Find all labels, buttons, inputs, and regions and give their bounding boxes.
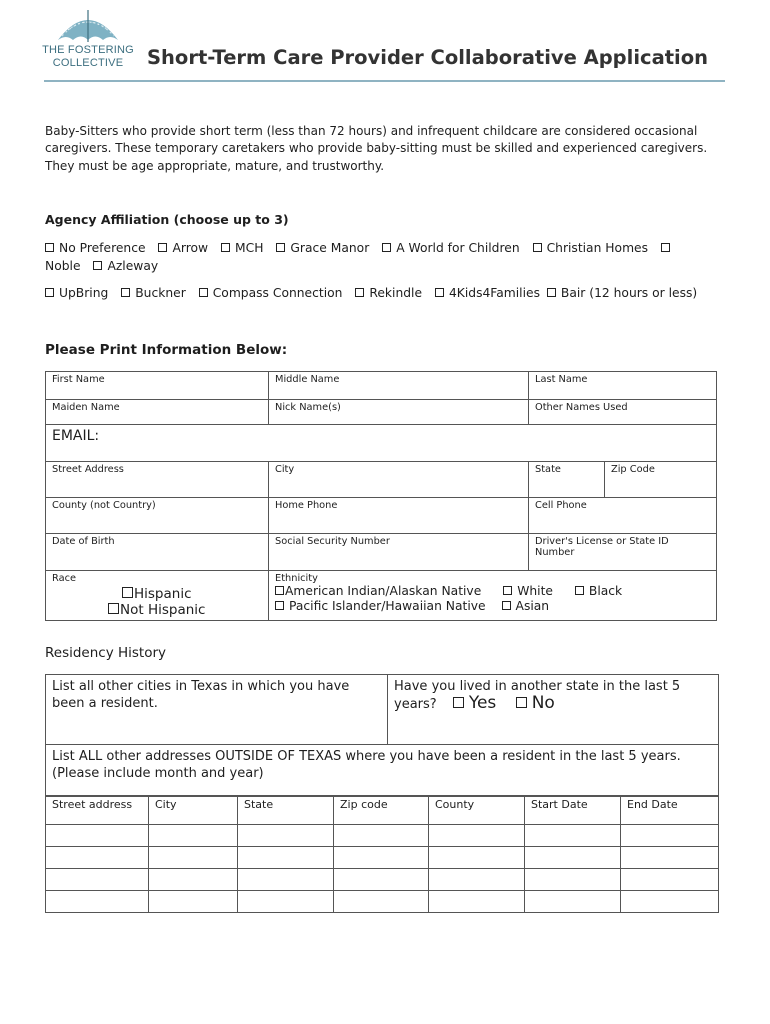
table-cell[interactable] [621, 891, 719, 913]
checkbox-icon[interactable] [221, 243, 230, 252]
checkbox-icon[interactable] [276, 243, 285, 252]
ethnicity-option[interactable]: White [503, 584, 553, 598]
agency-option[interactable]: Grace Manor [276, 241, 369, 255]
table-cell[interactable] [525, 869, 621, 891]
texas-cities-field[interactable]: List all other cities in Texas in which you have been a resident. [46, 675, 388, 745]
zip-code-field[interactable]: Zip Code [605, 462, 717, 498]
street-address-field[interactable]: Street Address [46, 462, 269, 498]
race-field: Race Hispanic Not Hispanic [46, 571, 269, 621]
agency-option[interactable]: Bair (12 hours or less) [547, 286, 697, 300]
address-history-table [45, 795, 719, 913]
checkbox-icon[interactable] [435, 288, 444, 297]
checkbox-icon[interactable] [108, 603, 119, 614]
state-field[interactable]: State [529, 462, 605, 498]
table-cell[interactable] [525, 847, 621, 869]
no-option[interactable]: No [516, 693, 555, 713]
column-header: City [149, 796, 238, 825]
checkbox-icon[interactable] [533, 243, 542, 252]
ethnicity-option[interactable]: Pacific Islander/Hawaiian Native [275, 599, 486, 613]
checkbox-icon[interactable] [547, 288, 556, 297]
checkbox-icon[interactable] [122, 587, 133, 598]
county-field[interactable]: County (not Country) [46, 498, 269, 534]
info-heading: Please Print Information Below: [45, 342, 288, 358]
table-cell[interactable] [429, 825, 525, 847]
table-cell[interactable] [46, 847, 149, 869]
maiden-name-field[interactable]: Maiden Name [46, 400, 269, 425]
title-divider [44, 80, 725, 82]
table-cell[interactable] [429, 891, 525, 913]
checkbox-icon[interactable] [382, 243, 391, 252]
agency-option[interactable]: A World for Children [382, 241, 519, 255]
agency-option[interactable]: UpBring [45, 286, 108, 300]
date-of-birth-field[interactable]: Date of Birth [46, 534, 269, 571]
column-header: Street address [46, 796, 149, 825]
table-cell[interactable] [621, 825, 719, 847]
logo-text-line2: COLLECTIVE [52, 57, 124, 69]
checkbox-icon[interactable] [199, 288, 208, 297]
agency-option[interactable]: Compass Connection [199, 286, 343, 300]
license-field[interactable]: Driver's License or State ID Number [529, 534, 717, 571]
table-cell[interactable] [334, 891, 429, 913]
middle-name-field[interactable]: Middle Name [269, 372, 529, 400]
agency-option[interactable]: Rekindle [355, 286, 422, 300]
agency-option[interactable]: Azleway [93, 259, 158, 273]
table-cell[interactable] [429, 869, 525, 891]
checkbox-icon[interactable] [45, 288, 54, 297]
checkbox-icon[interactable] [275, 586, 284, 595]
table-cell[interactable] [149, 891, 238, 913]
table-cell[interactable] [46, 891, 149, 913]
other-state-question: Have you lived in another state in the last 5 years? Yes No [388, 675, 719, 745]
city-field[interactable]: City [269, 462, 529, 498]
column-header: Zip code [334, 796, 429, 825]
table-cell[interactable] [334, 869, 429, 891]
table-row [46, 891, 719, 913]
agency-option[interactable]: MCH [221, 241, 263, 255]
residency-heading: Residency History [45, 645, 167, 661]
table-cell[interactable] [238, 869, 334, 891]
table-cell[interactable] [46, 825, 149, 847]
ethnicity-field: Ethnicity American Indian/Alaskan Native White Black Pacific Islander/Hawaiian Native Asian [269, 571, 717, 621]
checkbox-icon[interactable] [502, 601, 511, 610]
fostering-collective-logo [40, 6, 136, 74]
table-cell[interactable] [334, 847, 429, 869]
table-row [46, 847, 719, 869]
email-field[interactable]: EMAIL: [46, 425, 717, 462]
checkbox-icon[interactable] [121, 288, 130, 297]
cell-phone-field[interactable]: Cell Phone [529, 498, 717, 534]
ethnicity-option[interactable]: Asian [502, 599, 550, 613]
column-header: Start Date [525, 796, 621, 825]
checkbox-icon[interactable] [661, 243, 670, 252]
race-option[interactable]: Hispanic [108, 586, 262, 602]
ssn-field[interactable]: Social Security Number [269, 534, 529, 571]
table-cell[interactable] [149, 847, 238, 869]
agency-option[interactable]: Arrow [158, 241, 208, 255]
ethnicity-option[interactable]: Black [575, 584, 622, 598]
column-header: State [238, 796, 334, 825]
table-cell[interactable] [621, 869, 719, 891]
home-phone-field[interactable]: Home Phone [269, 498, 529, 534]
table-cell[interactable] [238, 891, 334, 913]
logo-text-line1: THE FOSTERING [42, 44, 134, 56]
other-names-field[interactable]: Other Names Used [529, 400, 717, 425]
checkbox-icon[interactable] [355, 288, 364, 297]
table-cell[interactable] [46, 869, 149, 891]
table-row [46, 825, 719, 847]
table-cell[interactable] [334, 825, 429, 847]
table-cell[interactable] [525, 825, 621, 847]
race-option[interactable]: Not Hispanic [108, 602, 262, 618]
table-row [46, 869, 719, 891]
checkbox-icon[interactable] [45, 243, 54, 252]
intro-paragraph: Baby-Sitters who provide short term (less than 72 hours) and infrequent childcare are considered occasional caregivers. These temporary caretakers who provide baby-sitting must be skilled and experienced caregivers. They must be age appropriate, mature, and trustworthy. [45, 124, 708, 173]
checkbox-icon[interactable] [503, 586, 512, 595]
outside-texas-instructions: List ALL other addresses OUTSIDE OF TEXAS where you have been a resident in the last 5 years. (Please include month and year) [46, 745, 719, 797]
agency-option[interactable]: Noble [45, 258, 81, 273]
agency-heading: Agency Affiliation (choose up to 3) [45, 212, 289, 227]
checkbox-icon[interactable] [453, 697, 464, 708]
checkbox-icon[interactable] [275, 601, 284, 610]
table-cell[interactable] [149, 825, 238, 847]
ethnicity-option[interactable]: American Indian/Alaskan Native [275, 584, 481, 598]
agency-option[interactable]: Christian Homes [533, 241, 648, 255]
checkbox-icon[interactable] [575, 586, 584, 595]
checkbox-icon[interactable] [516, 697, 527, 708]
column-header: End Date [621, 796, 719, 825]
agency-option[interactable]: Buckner [121, 286, 186, 300]
table-cell[interactable] [238, 825, 334, 847]
checkbox-icon[interactable] [158, 243, 167, 252]
table-cell[interactable] [525, 891, 621, 913]
last-name-field[interactable]: Last Name [529, 372, 717, 400]
checkbox-icon[interactable] [93, 261, 102, 270]
agency-options-row1 [45, 240, 725, 275]
table-cell[interactable] [238, 847, 334, 869]
personal-info-table [45, 371, 717, 621]
residency-table [45, 674, 719, 797]
table-cell[interactable] [149, 869, 238, 891]
agency-options-row2 [45, 285, 725, 303]
yes-option[interactable]: Yes [453, 693, 496, 713]
nick-names-field[interactable]: Nick Name(s) [269, 400, 529, 425]
table-cell[interactable] [429, 847, 525, 869]
table-cell[interactable] [621, 847, 719, 869]
umbrella-logo-icon [54, 6, 122, 44]
column-header: County [429, 796, 525, 825]
agency-option[interactable]: 4Kids4Families [435, 286, 540, 300]
page-title: Short-Term Care Provider Collaborative Application [147, 46, 709, 69]
first-name-field[interactable]: First Name [46, 372, 269, 400]
agency-option[interactable]: No Preference [45, 241, 146, 255]
